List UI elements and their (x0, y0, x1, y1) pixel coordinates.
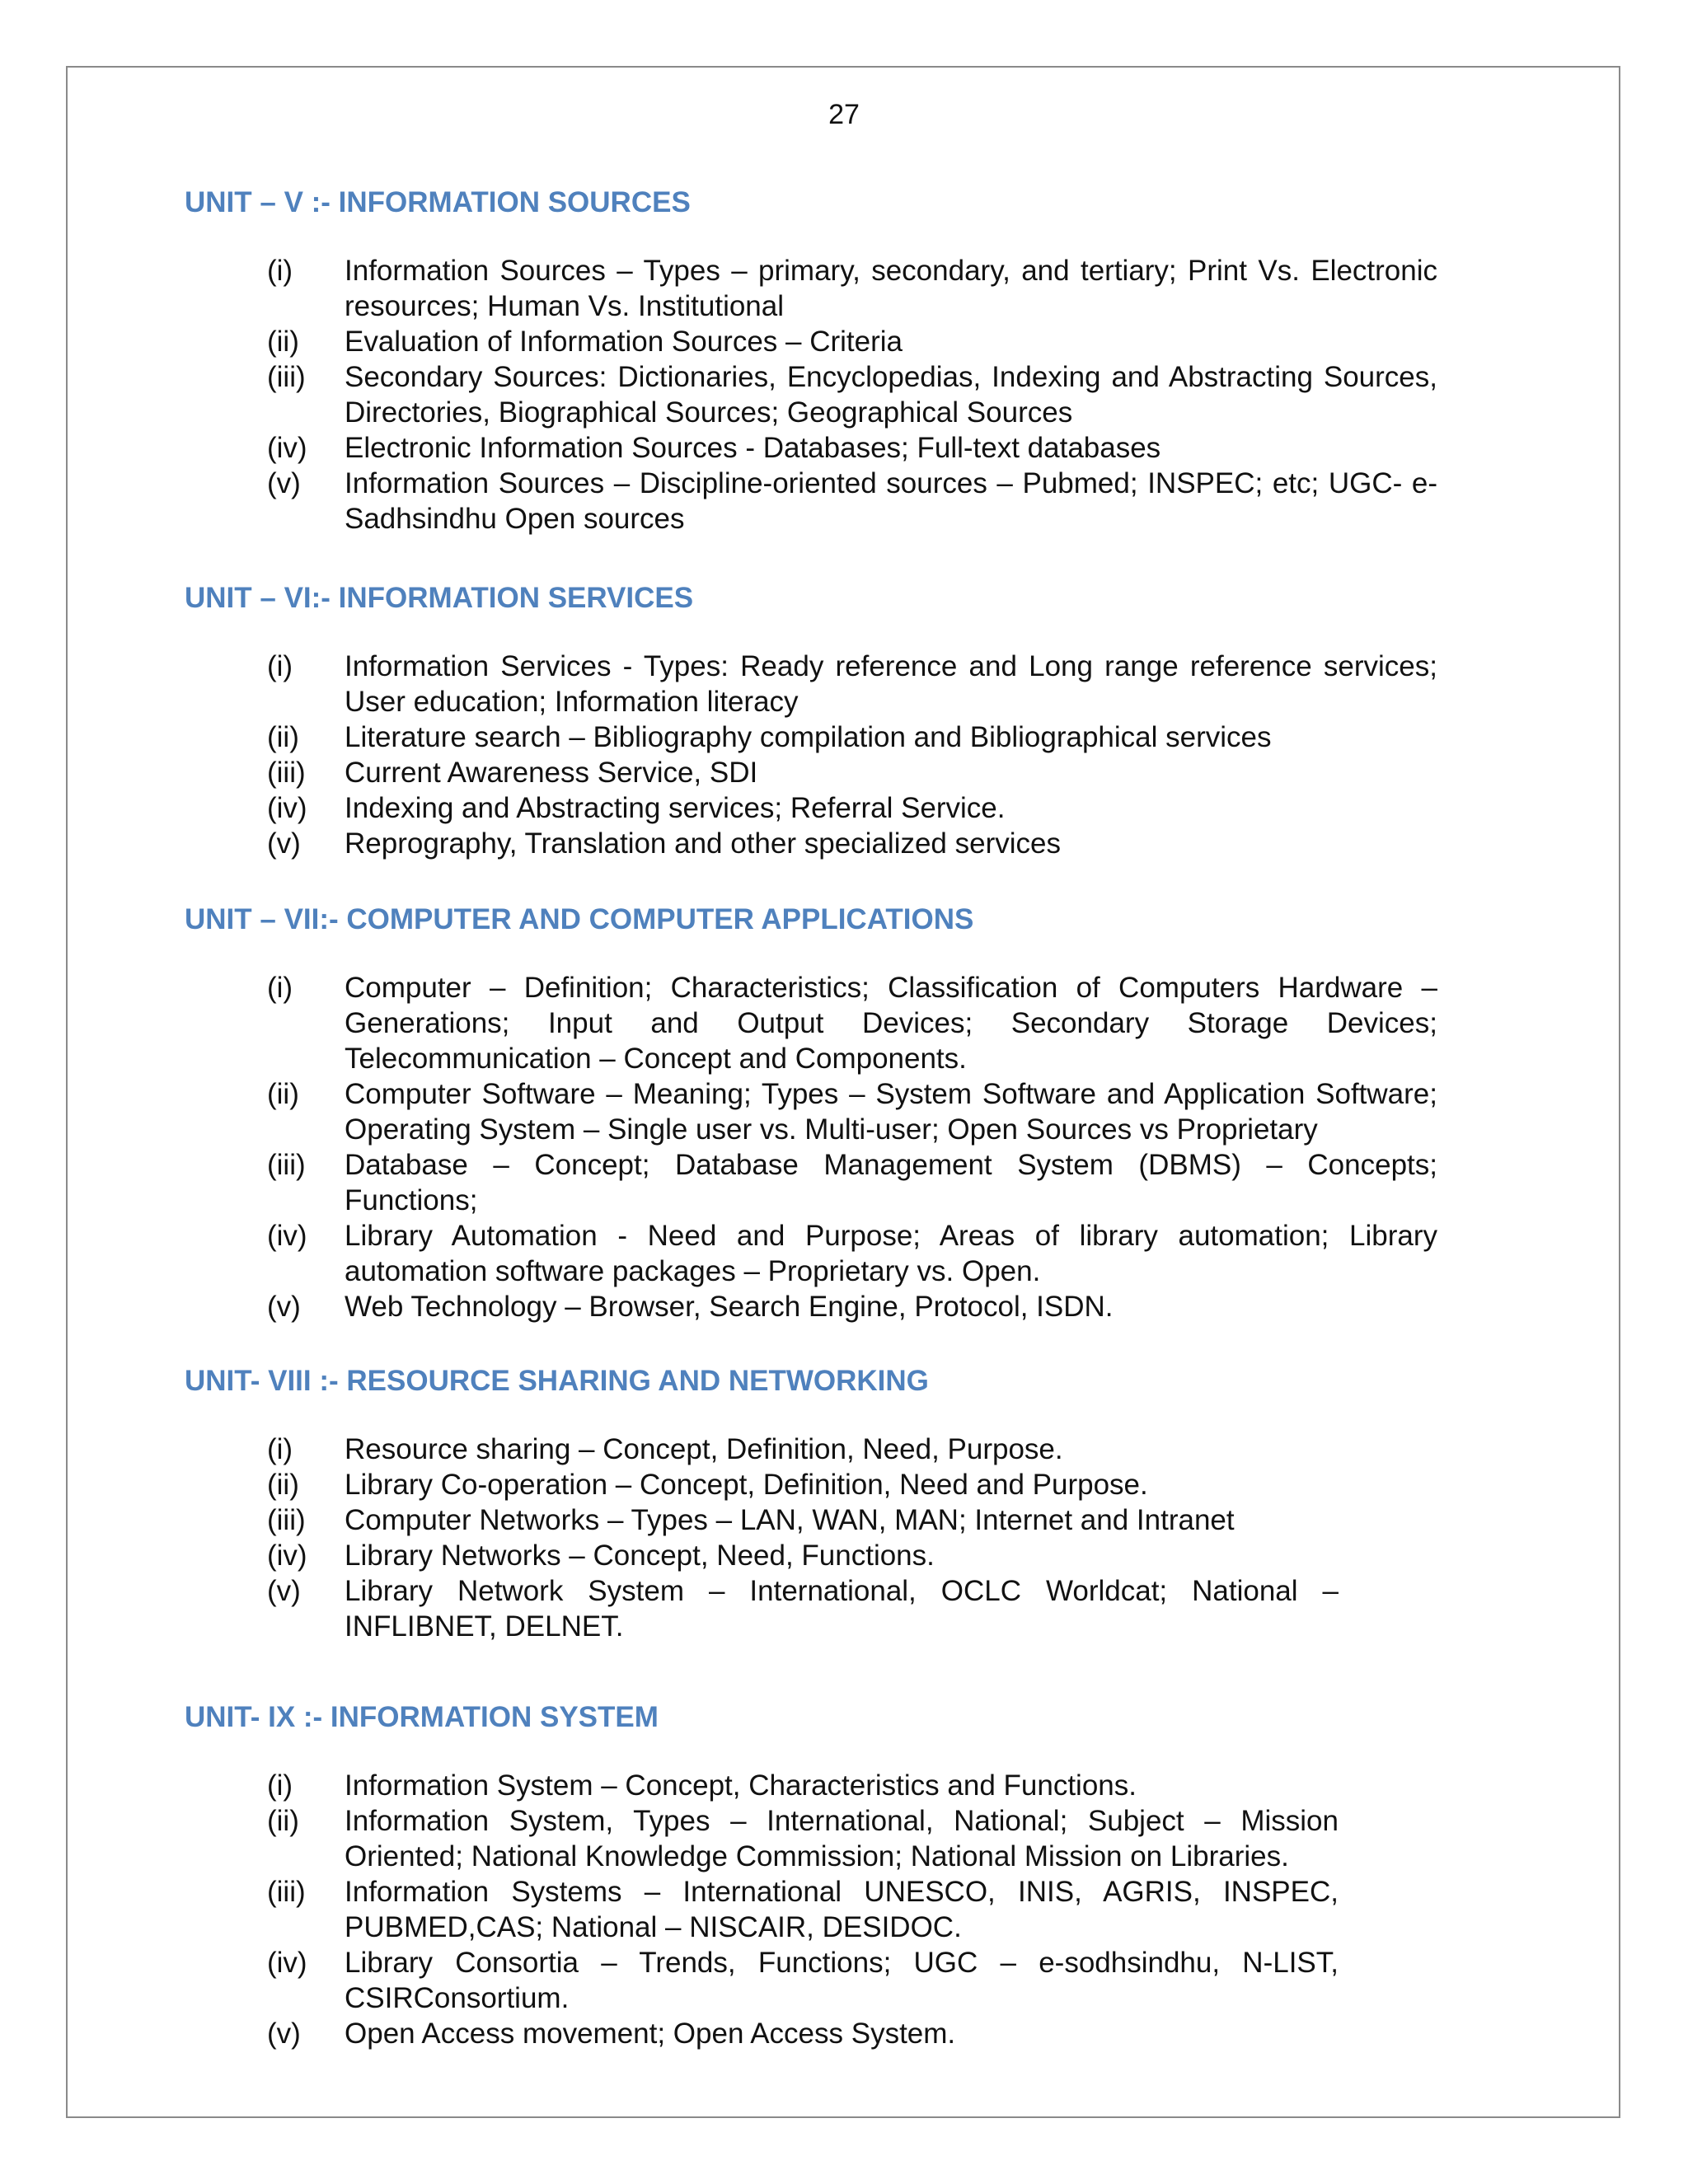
unit-vi-section (185, 581, 1437, 861)
item-text: Computer – Definition; Characteristics; Classification of Computers Hardware – Generations; Input and Output Devices; Secondary Storage Devices; Telecommunication – Concept and Components. (345, 972, 1437, 1075)
list-item (185, 324, 1437, 359)
list-item (185, 719, 1437, 755)
unit-heading: UNIT- IX :- INFORMATION SYSTEM (185, 1701, 659, 1733)
unit-item-list (185, 649, 1437, 861)
item-text: Information Services - Types: Ready reference and Long range reference services; User education; Information literacy (345, 650, 1437, 718)
item-text: Database – Concept; Database Management System (DBMS) – Concepts; Functions; (345, 1149, 1437, 1216)
unit-vii-section (185, 902, 1437, 1324)
item-text: Library Networks – Concept, Need, Functions. (345, 1540, 935, 1572)
list-item (185, 1945, 1437, 2016)
unit-viii-section (185, 1364, 1437, 1644)
item-number: (i) (267, 650, 293, 682)
unit-item-list (185, 1432, 1437, 1644)
item-number: (iii) (267, 1504, 306, 1536)
list-item (185, 1803, 1437, 1874)
item-number: (ii) (267, 326, 299, 358)
item-text: Indexing and Abstracting services; Referral Service. (345, 792, 1006, 824)
item-text: Electronic Information Sources - Databases; Full-text databases (345, 432, 1161, 464)
unit-heading: UNIT- VIII :- RESOURCE SHARING AND NETWORKING (185, 1365, 929, 1397)
item-text: Library Network System – International, OCLC Worldcat; National –INFLIBNET, DELNET. (345, 1575, 1339, 1643)
unit-ix-section (185, 1700, 1437, 2051)
item-number: (ii) (267, 1469, 299, 1501)
item-number: (iv) (267, 1220, 307, 1252)
unit-item-list (185, 970, 1437, 1324)
item-number: (v) (267, 1291, 301, 1323)
item-number: (v) (267, 1575, 301, 1607)
list-item (185, 1147, 1437, 1218)
item-text: Computer Software – Meaning; Types – System Software and Application Software; Operating System – Single user vs. Multi-user; Open Sources vs Proprietary (345, 1078, 1437, 1146)
page-number: 27 (828, 99, 860, 130)
item-text: Library Automation - Need and Purpose; Areas of library automation; Library automation software packages – Proprietary vs. Open. (345, 1220, 1437, 1287)
item-number: (iv) (267, 1540, 307, 1572)
item-text: Literature search – Bibliography compilation and Bibliographical services (345, 721, 1272, 753)
list-item (185, 1573, 1437, 1644)
item-text: Resource sharing – Concept, Definition, Need, Purpose. (345, 1433, 1063, 1465)
list-item (185, 1076, 1437, 1147)
unit-heading: UNIT – VI:- INFORMATION SERVICES (185, 582, 694, 614)
item-text: Open Access movement; Open Access System. (345, 2018, 956, 2050)
item-number: (iv) (267, 432, 307, 464)
unit-heading: UNIT – VII:- COMPUTER AND COMPUTER APPLICATIONS (185, 903, 974, 935)
item-number: (v) (267, 2018, 301, 2050)
item-number: (ii) (267, 721, 299, 753)
item-text: Information Systems – International UNESCO, INIS, AGRIS, INSPEC, PUBMED,CAS; National – NISCAIR, DESIDOC. (345, 1876, 1339, 1943)
item-text: Web Technology – Browser, Search Engine, Protocol, ISDN. (345, 1291, 1114, 1323)
unit-v-section (185, 185, 1437, 537)
item-text: Secondary Sources: Dictionaries, Encyclopedias, Indexing and Abstracting Sources, Directories, Biographical Sources; Geographical Sources (345, 361, 1437, 429)
item-number: (i) (267, 972, 293, 1004)
item-text: Computer Networks – Types – LAN, WAN, MAN; Internet and Intranet (345, 1504, 1235, 1536)
list-item (185, 359, 1437, 430)
item-text: Current Awareness Service, SDI (345, 757, 758, 789)
item-text: Information System, Types – International, National; Subject – Mission Oriented; National Knowledge Commission; National Mission on Libraries. (345, 1805, 1339, 1872)
list-item (185, 253, 1437, 324)
item-number: (iv) (267, 1947, 307, 1979)
list-item (185, 755, 1437, 790)
list-item (185, 1502, 1437, 1538)
item-text: Library Co-operation – Concept, Definition, Need and Purpose. (345, 1469, 1148, 1501)
item-text: Information System – Concept, Characteristics and Functions. (345, 1769, 1137, 1802)
item-number: (iii) (267, 361, 306, 393)
unit-heading: UNIT – V :- INFORMATION SOURCES (185, 186, 691, 218)
item-number: (i) (267, 255, 293, 287)
item-text: Information Sources – Types – primary, secondary, and tertiary; Print Vs. Electronic resources; Human Vs. Institutional (345, 255, 1437, 322)
list-item (185, 1538, 1437, 1573)
unit-item-list (185, 253, 1437, 537)
item-number: (ii) (267, 1805, 299, 1837)
item-text: Library Consortia – Trends, Functions; UGC – e-sodhsindhu, N-LIST, CSIRConsortium. (345, 1947, 1339, 2014)
item-number: (iii) (267, 1876, 306, 1908)
list-item (185, 1768, 1437, 1803)
item-text: Reprography, Translation and other specialized services (345, 827, 1061, 860)
list-item (185, 790, 1437, 826)
item-number: (v) (267, 827, 301, 860)
list-item (185, 2016, 1437, 2051)
list-item (185, 1467, 1437, 1502)
unit-item-list (185, 1768, 1437, 2051)
list-item (185, 826, 1437, 861)
list-item (185, 1218, 1437, 1289)
item-number: (i) (267, 1433, 293, 1465)
list-item (185, 970, 1437, 1076)
item-number: (ii) (267, 1078, 299, 1110)
list-item (185, 1289, 1437, 1324)
list-item (185, 649, 1437, 719)
list-item (185, 1874, 1437, 1945)
item-number: (v) (267, 467, 301, 499)
item-number: (iv) (267, 792, 307, 824)
item-number: (iii) (267, 757, 306, 789)
list-item (185, 430, 1437, 466)
list-item (185, 1432, 1437, 1467)
item-number: (i) (267, 1769, 293, 1802)
item-number: (iii) (267, 1149, 306, 1181)
item-text: Information Sources – Discipline-oriented sources – Pubmed; INSPEC; etc; UGC- e-Sadhsindhu Open sources (345, 467, 1437, 535)
item-text: Evaluation of Information Sources – Criteria (345, 326, 903, 358)
list-item (185, 466, 1437, 537)
